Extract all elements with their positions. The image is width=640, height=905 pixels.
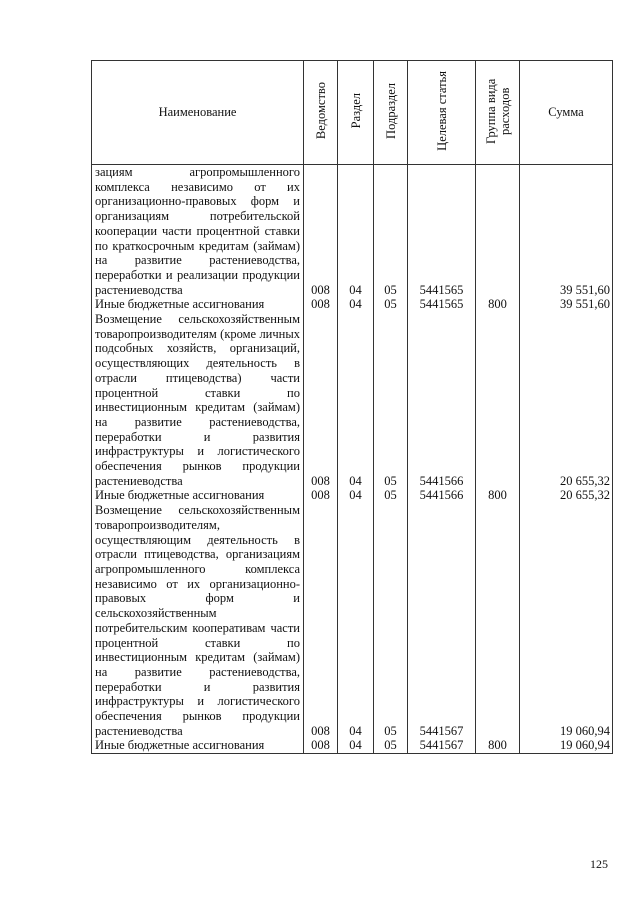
row-sum: 19 060,94 xyxy=(520,503,613,738)
row-tsel: 5441567 xyxy=(408,503,476,738)
row-ved: 008 xyxy=(304,312,338,488)
table-row xyxy=(92,297,613,312)
row-name: Иные бюджетные ассигнования xyxy=(92,738,304,753)
row-grp xyxy=(476,165,520,298)
row-sum: 19 060,94 xyxy=(520,738,613,753)
header-name: Наименование xyxy=(92,61,304,165)
header-vedomstvo-label: Ведомство xyxy=(313,82,328,140)
header-razdel xyxy=(338,61,374,165)
header-vedomstvo xyxy=(304,61,338,165)
row-grp: 800 xyxy=(476,297,520,312)
row-grp: 800 xyxy=(476,738,520,753)
table-row xyxy=(92,312,613,488)
table-row xyxy=(92,738,613,753)
header-podrazdel xyxy=(374,61,408,165)
row-name: Возмещение сельскохозяйственным товаропроизводителям (кроме личных подсобных хозяйств, организаций, осуществляющих деятельность в отрасли птицеводства) части процентной ставки по инвестиционным кредитам (займам) на развитие растениеводства, переработки и развития инфраструктуры и логистического обеспечения рынков продукции растениеводства xyxy=(92,312,304,488)
row-razd: 04 xyxy=(338,297,374,312)
row-name: зациям агропромышленного комплекса независимо от их организационно-правовых форм и организациям потребительской кооперации части процентной ставки по краткосрочным кредитам (займам) на развитие растениеводства, переработки и реализации продукции растениеводства xyxy=(92,165,304,298)
row-razd: 04 xyxy=(338,738,374,753)
row-ved: 008 xyxy=(304,488,338,503)
row-tsel: 5441566 xyxy=(408,312,476,488)
row-sum: 20 655,32 xyxy=(520,312,613,488)
row-tsel: 5441566 xyxy=(408,488,476,503)
header-gruppa-label: Группа вида расходов xyxy=(483,77,512,144)
header-razdel-label: Раздел xyxy=(348,92,363,129)
row-name: Возмещение сельскохозяйственным товаропроизводителям, осуществляющим деятельность в отрасли птицеводства, организациям агропромышленного комплекса независимо от их организационно-правовых форм и сельскохозяйственным потребительским кооперативам части процентной ставки по инвестиционным кредитам (займам) на развитие растениеводства, переработки и развития инфраструктуры и логистического обеспечения рынков продукции растениеводства xyxy=(92,503,304,738)
row-grp: 800 xyxy=(476,488,520,503)
row-podr: 05 xyxy=(374,165,408,298)
header-gruppa xyxy=(476,61,520,165)
row-sum: 39 551,60 xyxy=(520,297,613,312)
row-sum: 39 551,60 xyxy=(520,165,613,298)
row-sum: 20 655,32 xyxy=(520,488,613,503)
table-row xyxy=(92,165,613,298)
row-ved: 008 xyxy=(304,297,338,312)
row-grp xyxy=(476,312,520,488)
row-grp xyxy=(476,503,520,738)
row-ved: 008 xyxy=(304,503,338,738)
page-number: 125 xyxy=(590,857,608,871)
header-podrazdel-label: Подраздел xyxy=(383,82,398,139)
header-summa: Сумма xyxy=(520,61,613,165)
table-header-row xyxy=(92,61,613,165)
row-tsel: 5441567 xyxy=(408,738,476,753)
row-ved: 008 xyxy=(304,165,338,298)
header-tselevaya xyxy=(408,61,476,165)
row-ved: 008 xyxy=(304,738,338,753)
row-podr: 05 xyxy=(374,738,408,753)
table-row xyxy=(92,503,613,738)
row-podr: 05 xyxy=(374,503,408,738)
table-row xyxy=(92,488,613,503)
row-name: Иные бюджетные ассигнования xyxy=(92,297,304,312)
row-tsel: 5441565 xyxy=(408,297,476,312)
row-tsel: 5441565 xyxy=(408,165,476,298)
row-razd: 04 xyxy=(338,503,374,738)
row-razd: 04 xyxy=(338,312,374,488)
header-tselevaya-label: Целевая статья xyxy=(434,70,449,151)
row-podr: 05 xyxy=(374,312,408,488)
row-podr: 05 xyxy=(374,488,408,503)
row-razd: 04 xyxy=(338,488,374,503)
budget-table xyxy=(91,60,613,754)
row-razd: 04 xyxy=(338,165,374,298)
row-podr: 05 xyxy=(374,297,408,312)
row-name: Иные бюджетные ассигнования xyxy=(92,488,304,503)
